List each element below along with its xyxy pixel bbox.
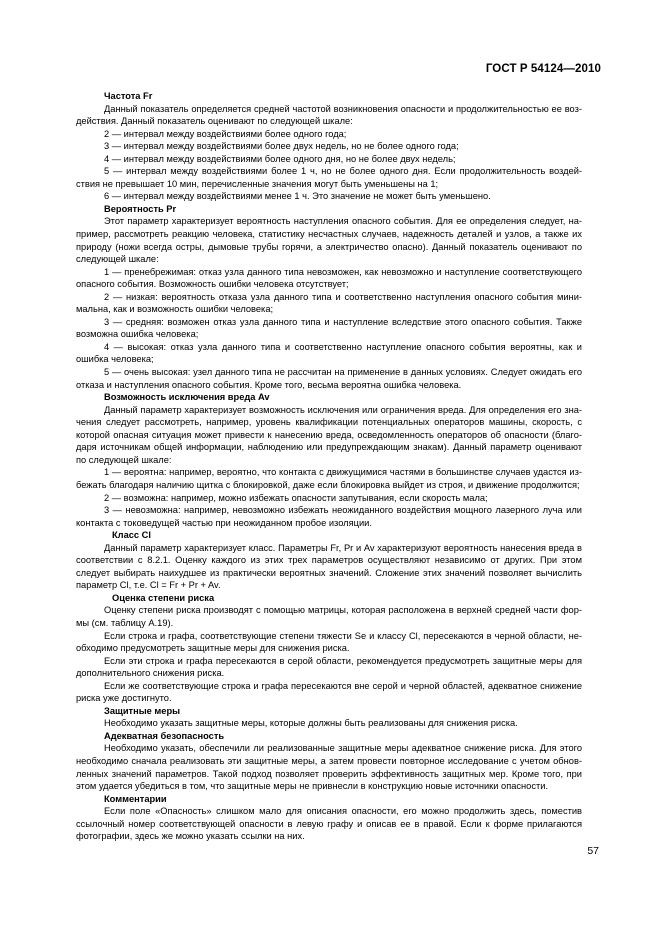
page-number: 57 <box>587 845 599 857</box>
paragraph: 4 — интервал между воздействиями более одного дня, но не более двух недель; <box>104 153 456 164</box>
paragraph: 3 — средняя: возможен отказ узла данного типа и наступление вследствие этого опасного события. Также возможна ошибка человека; <box>76 316 582 340</box>
section-heading: Защитные меры <box>104 705 181 716</box>
paragraph: 6 — интервал между воздействиями менее 1 ч. Это значение не может быть уменьшено. <box>104 191 491 202</box>
paragraph: Если поле «Опасность» слишком мало для описания опасности, его можно продолжить здесь, поместив ссылочный номер соответствующей опасности в левую графу и описав ее в правой. Если к форме прилагаются фотографии, здесь же можно указать ссылки на них. <box>76 806 582 842</box>
paragraph: 2 — возможна: например, можно избежать опасности запутывания, если скорость мала; <box>104 492 488 503</box>
paragraph: 2 — низкая: вероятность отказа узла данного типа и соответственно наступления опасного события минимальна, как и возможность ошибки человека; <box>76 291 582 315</box>
paragraph: Необходимо указать, обеспечили ли реализованные защитные меры адекватное снижение риска. Для этого необходимо сначала реализовать эти защитные меры, а затем провести повторное исследование с учетом обновленных значений параметров. Такой подход позволяет проверить эффективность защитных мер. Кроме того, при этом удается убедиться в том, что защитные меры не привнесли в конструкцию новые источники опасности. <box>76 743 582 792</box>
paragraph: 1 — пренебрежимая: отказ узла данного типа невозможен, как невозможно и наступление соответствующего опасного события. Возможность ошибки человека отсутствует; <box>76 266 582 290</box>
standard-number: ГОСТ Р 54124—2010 <box>485 63 601 75</box>
paragraph: Данный параметр характеризует класс. Параметры Fr, Pr и Av характеризуют вероятность нанесения вреда в соответствии с 8.2.1. Оценку каждого из этих трех параметров осуществляют независимо от других. При этом следует выбирать наихудшее из практически вероятных значений. Сложение этих значений позволяет вычислить параметр Cl, т.е. Cl = Fr + Pr + Av. <box>76 542 582 591</box>
paragraph: Если же соответствующие строка и графа пересекаются вне серой и черной областей, адекватное снижение риска уже достигнуто. <box>76 680 582 704</box>
paragraph: 5 — интервал между воздействиями более 1 ч, но не более одного дня. Если продолжительность воздействия не превышает 10 мин, перечисленные значения могут быть уменьшены на 1; <box>76 166 582 189</box>
section-heading: Оценка степени риска <box>112 592 215 603</box>
section-heading: Возможность исключения вреда Av <box>104 392 270 403</box>
paragraph: 5 — очень высокая: узел данного типа не рассчитан на применение в данных условиях. Следует ожидать его отказа и наступления опасного события. Кроме того, весьма вероятна ошибка человека. <box>76 367 582 390</box>
paragraph: Оценку степени риска производят с помощью матрицы, которая расположена в верхней средней части формы (см. таблицу A.19). <box>76 605 582 628</box>
paragraph: Если строка и графа, соответствующие степени тяжести Se и классу Cl, пересекаются в черной области, необходимо предусмотреть защитные меры для снижения риска. <box>76 630 582 654</box>
paragraph: 4 — высокая: отказ узла данного типа и соответственно наступление опасного события вероятны, как и ошибка человека; <box>76 341 582 365</box>
paragraph: 3 — невозможна: например, невозможно избежать неожиданного воздействия мощного лазерного луча или контакта с токоведущей частью при неожиданном пробое изоляции. <box>76 505 582 528</box>
section-heading: Комментарии <box>104 793 167 804</box>
paragraph: 3 — интервал между воздействиями более двух недель, но не более одного года; <box>104 141 459 152</box>
paragraph: Если эти строка и графа пересекаются в серой области, рекомендуется предусмотреть защитные меры для дополнительного снижения риска. <box>76 655 582 679</box>
paragraph: Данный параметр характеризует возможность исключения или ограничения вреда. Для определения его значения следует рассмотреть, например, уровень квалификации потенциальных операторов машины, скорость, с которой опасная ситуация может привести к нанесению вреда, осведомленность операторов об опасности (благодаря источникам общей информации, наблюдению или предупреждающим знакам). Данный параметр оценивают по следующей шкале: <box>76 404 582 465</box>
section-heading: Частота Fr <box>104 91 153 101</box>
paragraph: 2 — интервал между воздействиями более одного года; <box>104 128 347 139</box>
section-heading: Адекватная безопасность <box>104 730 225 741</box>
document-body <box>76 90 582 843</box>
paragraph: Этот параметр характеризует вероятность наступления опасного события. Для ее определения следует, например, рассмотреть реакцию человека, статистику несчастных случаев, надежность деталей и узлов, а также их природу (ножи всегда остры, дымовые трубы горячи, а электричество опасно). Данный показатель оценивают по следующей шкале: <box>76 216 582 265</box>
paragraph: Необходимо указать защитные меры, которые должны быть реализованы для снижения риска. <box>104 718 518 729</box>
paragraph: 1 — вероятна: например, вероятно, что контакта с движущимися частями в большинстве случаев удастся избежать благодаря наличию щитка с блокировкой, даже если блокировка выйдет из строя, и движение продолжится; <box>76 467 582 490</box>
paragraph: Данный показатель определяется средней частотой возникновения опасности и продолжительностью ее воздействия. Данный показатель оценивают по следующей шкале: <box>76 103 582 127</box>
section-heading: Класс Cl <box>112 530 151 541</box>
section-heading: Вероятность Pr <box>104 203 177 214</box>
